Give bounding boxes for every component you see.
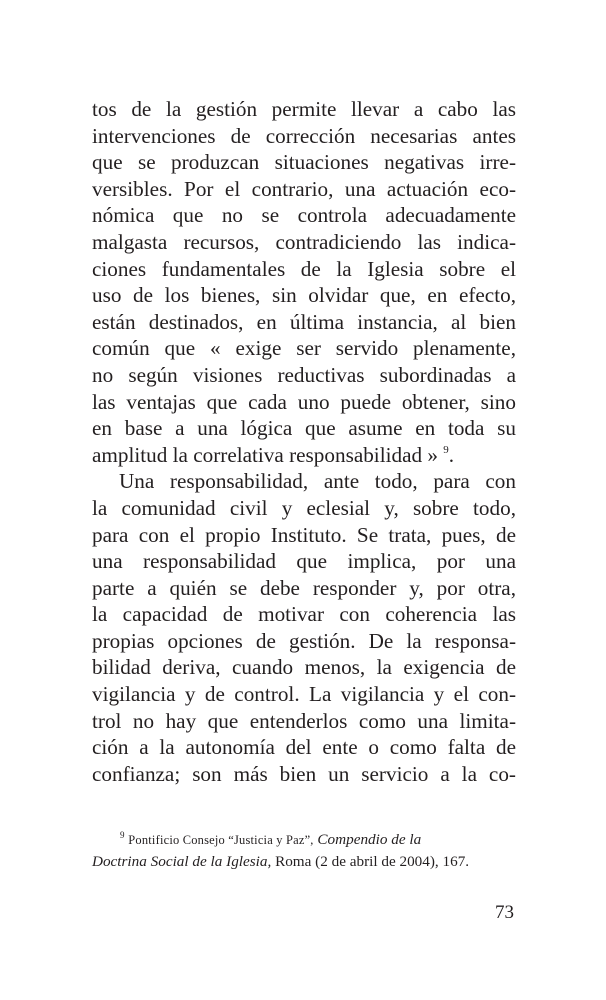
text-line: ción a la autonomía del ente o como falta de bbox=[92, 735, 516, 760]
page-number: 73 bbox=[495, 902, 514, 923]
text-line: la comunidad civil y eclesial y, sobre todo, bbox=[92, 495, 516, 520]
text-line: bilidad deriva, cuando menos, la exigencia de bbox=[92, 655, 516, 680]
text-line: están destinados, en última instancia, al bien bbox=[92, 309, 516, 334]
text-line: las ventajas que cada uno puede obtener, sino bbox=[92, 389, 516, 414]
text-line: propias opciones de gestión. De la responsa- bbox=[92, 628, 516, 653]
footnote-reference: 9 bbox=[443, 443, 449, 456]
text-line: ciones fundamentales de la Iglesia sobre el bbox=[92, 256, 516, 281]
text-line: vigilancia y de control. La vigilancia y el con- bbox=[92, 682, 516, 707]
text-line: que se produzcan situaciones negativas irre- bbox=[92, 150, 516, 175]
text-line: la capacidad de motivar con coherencia las bbox=[92, 602, 516, 627]
text-line: confianza; son más bien un servicio a la co- bbox=[92, 761, 516, 786]
footnote-title: Doctrina Social de la Iglesia, bbox=[92, 853, 272, 870]
text-line: intervenciones de corrección necesarias antes bbox=[92, 123, 516, 148]
footnote-citation: Roma (2 de abril de 2004), 167. bbox=[275, 853, 470, 870]
text-line: uso de los bienes, sin olvidar que, en efecto, bbox=[92, 283, 516, 308]
text-line: para con el propio Instituto. Se trata, pues, de bbox=[92, 522, 516, 547]
text-line-content: amplitud la correlativa responsabilidad » bbox=[92, 442, 438, 467]
footnote-number: 9 bbox=[120, 830, 125, 840]
text-line: trol no hay que entenderlos como una limita- bbox=[92, 708, 516, 733]
footnote-title: Compendio de la bbox=[317, 831, 422, 848]
text-line: parte a quién se debe responder y, por otra, bbox=[92, 575, 516, 600]
footnote-author: Pontificio Consejo “Justicia y Paz”, bbox=[128, 833, 314, 847]
text-line: nómica que no se controla adecuadamente bbox=[92, 203, 516, 228]
body-text bbox=[92, 96, 516, 787]
text-line: Una responsabilidad, ante todo, para con bbox=[119, 469, 516, 494]
text-line: malgasta recursos, contradiciendo las indica- bbox=[92, 229, 516, 254]
text-line: no según visiones reductivas subordinadas a bbox=[92, 362, 516, 387]
text-line bbox=[92, 442, 516, 469]
sentence-end: . bbox=[448, 442, 455, 467]
text-line: común que « exige ser servido plenamente, bbox=[92, 336, 516, 361]
paragraph-2 bbox=[92, 468, 516, 787]
footnote-line bbox=[92, 851, 516, 873]
text-line: una responsabilidad que implica, por una bbox=[92, 549, 516, 574]
text-line: en base a una lógica que asume en toda su bbox=[92, 416, 516, 441]
footnote-line bbox=[92, 829, 516, 851]
paragraph-1 bbox=[92, 96, 516, 468]
text-line: versibles. Por el contrario, una actuación eco- bbox=[92, 176, 516, 201]
footnote bbox=[92, 829, 516, 873]
text-line: tos de la gestión permite llevar a cabo las bbox=[92, 97, 516, 121]
